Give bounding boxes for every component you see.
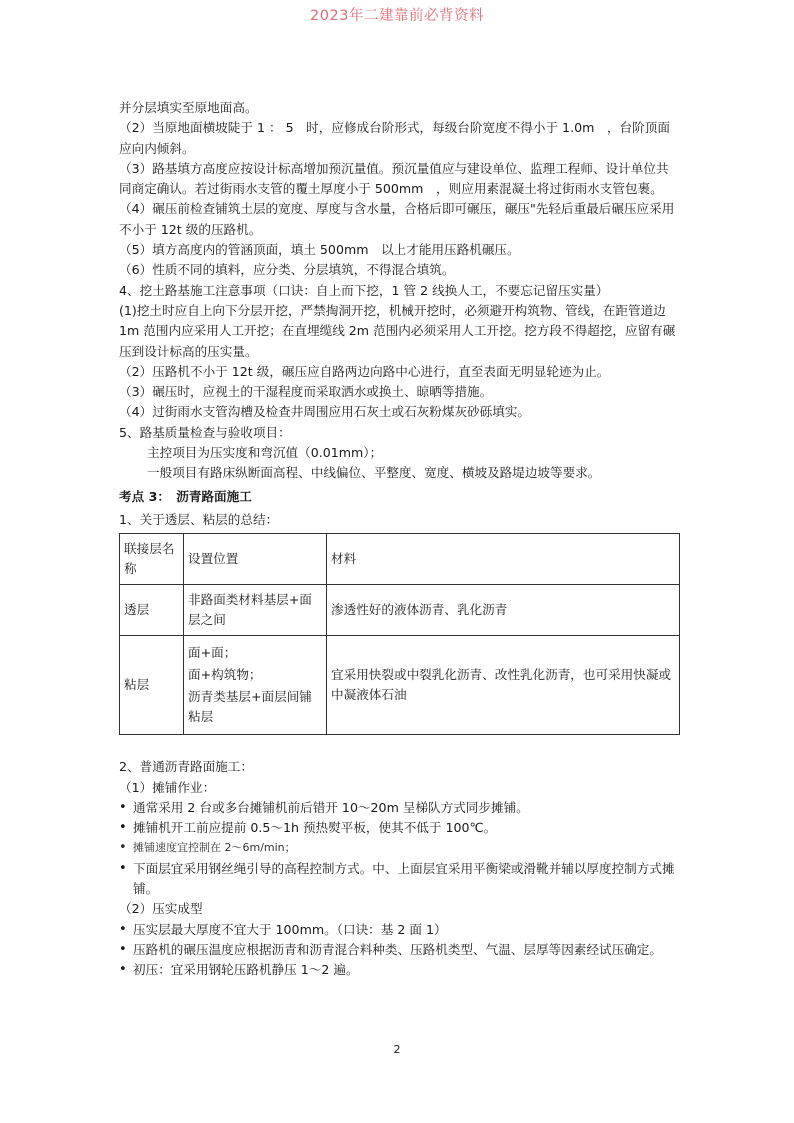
list-item xyxy=(119,798,679,818)
section-heading: 4、挖土路基施工注意事项（口诀：自上而下挖，1 管 2 线换人工，不要忘记留压实量） xyxy=(119,282,609,298)
bullet-icon: • xyxy=(119,799,127,815)
paving-subheading: （2）压实成型 xyxy=(119,901,203,917)
paving-subheading: （1）摊铺作业： xyxy=(119,779,216,795)
list-item-text: 压实层最大厚度不宜大于 100mm。（口诀：基 2 面 1） xyxy=(133,921,447,937)
summary-title: 1、关于透层、粘层的总结： xyxy=(119,511,279,527)
table-cell-name: 粘层 xyxy=(120,636,184,735)
table-header-cell: 材料 xyxy=(327,534,680,585)
quality-general-items: 一般项目有路床纵断面高程、中线偏位、平整度、宽度、横坡及路堤边坡等要求。 xyxy=(147,465,601,481)
section-heading: 5、路基质量检查与验收项目： xyxy=(119,424,291,440)
list-item xyxy=(119,859,679,900)
position-line: 沥青类基层+面层间铺粘层 xyxy=(188,689,312,725)
table-cell-material: 渗透性好的液体沥青、乳化沥青 xyxy=(327,585,680,636)
paragraph: 并分层填实至原地面高。 xyxy=(119,100,258,115)
table-cell-position: 非路面类材料基层+面层之间 xyxy=(184,585,327,636)
paragraph: （3）路基填方高度应按设计标高增加预沉量值。预沉量值应与建设单位、监理工程师、设计单位共同商定确认。若过街雨水支管的覆土厚度小于 500mm ，则应用素混凝土将过街雨水支管包裹。 xyxy=(119,160,669,197)
document-body xyxy=(119,98,679,981)
list-item xyxy=(119,838,679,858)
paragraph: （4）碾压前检查铺筑土层的宽度、厚度与含水量，合格后即可碾压，碾压"先轻后重最后碾压应采用不小于 12t 级的压路机。 xyxy=(119,201,675,237)
kaodian-heading: 考点 3： 沥青路面施工 xyxy=(119,488,252,504)
table-header-cell: 设置位置 xyxy=(184,534,327,585)
list-item-text: 初压：宜采用钢轮压路机静压 1～2 遍。 xyxy=(133,962,359,978)
paragraph: （6）性质不同的填料，应分类、分层填筑，不得混合填筑。 xyxy=(119,262,455,278)
table-header-row xyxy=(120,534,680,585)
list-item-text: 摊铺机开工前应提前 0.5～1h 预热熨平板，使其不低于 100℃。 xyxy=(133,820,497,836)
list-item xyxy=(119,818,679,838)
bullet-icon: • xyxy=(119,941,127,957)
table-row xyxy=(120,636,680,735)
position-line: 面+构筑物； xyxy=(188,667,262,683)
table-cell-position xyxy=(184,636,327,735)
bullet-icon: • xyxy=(119,962,127,978)
list-item xyxy=(119,960,679,980)
list-item xyxy=(119,940,679,960)
table-cell-material: 宜采用快裂或中裂乳化沥青、改性乳化沥青，也可采用快凝或中凝液体石油 xyxy=(327,636,680,735)
paragraph: （2）压路机不小于 12t 级，碾压应自路两边向路中心进行，直至表面无明显轮迹为止。 xyxy=(119,363,610,379)
header-watermark: 2023年二建靠前必背资料 xyxy=(310,8,484,24)
paragraph: （2）当原地面横坡陡于 1 ： 5 时，应修成台阶形式，每级台阶宽度不得小于 1.0m ，台阶顶面应向内倾斜。 xyxy=(119,120,670,156)
table-header-cell: 联接层名称 xyxy=(120,534,184,585)
layer-summary-table xyxy=(119,533,680,735)
list-item-text: 压路机的碾压温度应根据沥青和沥青混合料种类、压路机类型、气温、层厚等因素经试压确定。 xyxy=(133,941,662,957)
table-cell-name: 透层 xyxy=(120,585,184,636)
list-item-text: 下面层宜采用钢丝绳引导的高程控制方式。中、上面层宜采用平衡梁或滑靴并辅以厚度控制方式摊铺。 xyxy=(133,860,675,897)
page-number: 2 xyxy=(393,1043,401,1056)
paving-title: 2、普通沥青路面施工： xyxy=(119,759,253,775)
list-item xyxy=(119,920,679,940)
paragraph: （5）填方高度内的管涵顶面，填土 500mm 以上才能用压路机碾压。 xyxy=(119,242,520,258)
quality-main-items: 主控项目为压实度和弯沉值（0.01mm）； xyxy=(147,445,383,461)
paragraph: （3）碾压时，应视土的干湿程度而采取洒水或换土、晾晒等措施。 xyxy=(119,384,493,400)
bullet-icon: • xyxy=(119,921,127,937)
list-item-text: 摊铺速度宜控制在 2～6m/min； xyxy=(133,841,296,855)
table-row xyxy=(120,585,680,636)
bullet-icon: • xyxy=(119,860,127,876)
bullet-icon: • xyxy=(119,820,127,836)
list-item-text: 通常采用 2 台或多台摊铺机前后错开 10～20m 呈梯队方式同步摊铺。 xyxy=(133,799,529,815)
paragraph: （4）过街雨水支管沟槽及检查井周围应用石灰土或石灰粉煤灰砂砾填实。 xyxy=(119,404,531,420)
bullet-icon: • xyxy=(119,840,127,856)
paragraph: (1)挖土时应自上向下分层开挖，严禁掏洞开挖，机械开挖时，必须避开构筑物、管线，在距管道边 1m 范围内应采用人工开挖；在直埋缆线 2m 范围内必须采用人工开挖。挖方段不得超挖，应留有碾压到设计标高的压实量。 xyxy=(119,302,676,359)
compaction-bullet-list xyxy=(119,920,679,981)
position-line: 面+面； xyxy=(188,645,237,661)
paving-bullet-list xyxy=(119,798,679,899)
